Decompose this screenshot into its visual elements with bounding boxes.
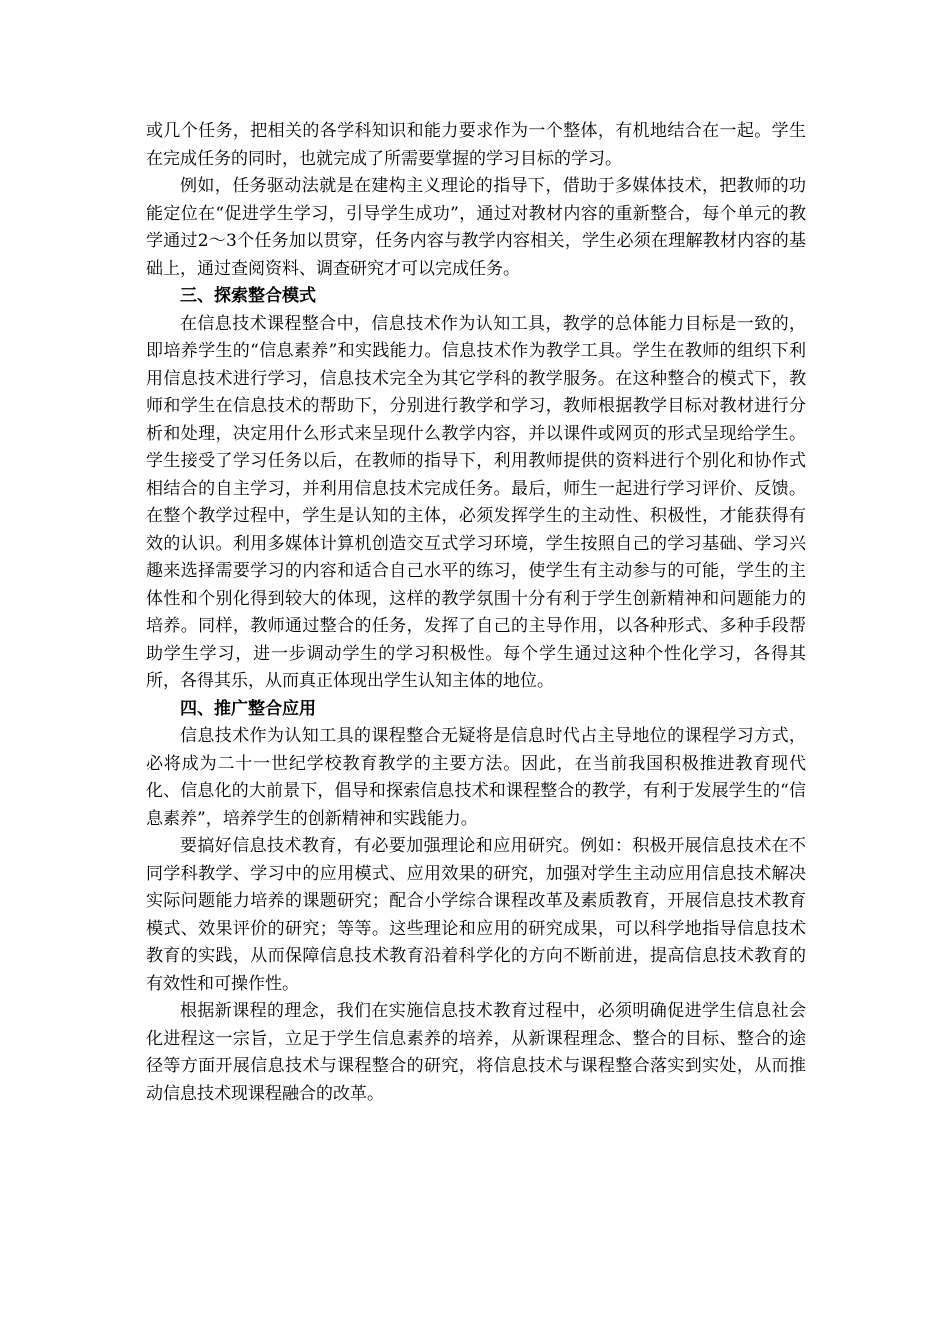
section-heading-promote-integration: 四、推广整合应用 xyxy=(180,698,316,719)
section-heading-explore-integration-mode: 三、探索整合模式 xyxy=(180,286,316,306)
paragraph-task-continuation: 或几个任务，把相关的各学科知识和能力要求作为一个整体，有机地结合在一起。学生在完成任务的同时，也就完成了所需要掌握的学习目标的学习。 xyxy=(146,121,806,169)
paragraph-new-curriculum: 根据新课程的理念，我们在实施信息技术教育过程中，必须明确促进学生信息社会化进程这一宗旨，立足于学生信息素养的培养，从新课程理念、整合的目标、整合的途径等方面开展信息技术与课程整合的研究，将信息技术与课程整合落实到实处，从而推动信息技术现课程融合的改革。 xyxy=(146,1001,806,1104)
paragraph-research: 要搞好信息技术教育，有必要加强理论和应用研究。例如：积极开展信息技术在不同学科教学、学习中的应用模式、应用效果的研究，加强对学生主动应用信息技术解决实际问题能力培养的课题研究；配合小学综合课程改革及素质教育，开展信息技术教育模式、效果评价的研究；等等。这些理论和应用的研究成果，可以科学地指导信息技术教育的实践，从而保障信息技术教育沿着科学化的方向不断前进，提高信息技术教育的有效性和可操作性。 xyxy=(146,836,806,994)
paragraph-task-driven-example: 例如，任务驱动法就是在建构主义理论的指导下，借助于多媒体技术，把教师的功能定位在“促进学生学习，引导学生成功”，通过对教材内容的重新整合，每个单元的教学通过2～3个任务加以贯穿，任务内容与教学内容相关，学生必须在理解教材内容的基础上，通过查阅资料、调查研究才可以完成任务。 xyxy=(146,176,806,279)
document-body xyxy=(146,118,806,1108)
paragraph-integration-mode: 在信息技术课程整合中，信息技术作为认知工具，教学的总体能力目标是一致的，即培养学生的“信息素养”和实践能力。信息技术作为教学工具。学生在教师的组织下利用信息技术进行学习，信息技术完全为其它学科的教学服务。在这种整合的模式下，教师和学生在信息技术的帮助下，分别进行教学和学习，教师根据教学目标对教材进行分析和处理，决定用什么形式来呈现什么教学内容，并以课件或网页的形式呈现给学生。学生接受了学习任务以后，在教师的指导下，利用教师提供的资料进行个别化和协作式相结合的自主学习，并利用信息技术完成任务。最后，师生一起进行学习评价、反馈。在整个教学过程中，学生是认知的主体，必须发挥学生的主动性、积极性，才能获得有效的认识。利用多媒体计算机创造交互式学习环境，学生按照自己的学习基础、学习兴趣来选择需要学习的内容和适合自己水平的练习，使学生有主动参与的可能，学生的主体性和个别化得到较大的体现，这样的教学氛围十分有利于学生创新精神和问题能力的培养。同样，教师通过整合的任务，发挥了自己的主导作用，以各种形式、多种手段帮助学生学习，进一步调动学生的学习积极性。每个学生通过这种个性化学习，各得其所，各得其乐，从而真正体现出学生认知主体的地位。 xyxy=(146,313,806,691)
paragraph-cognitive-tool: 信息技术作为认知工具的课程整合无疑将是信息时代占主导地位的课程学习方式，必将成为二十一世纪学校教育教学的主要方法。因此，在当前我国积极推进教育现代化、信息化的大前景下，倡导和探索信息技术和课程整合的教学，有利于发展学生的“信息素养”，培养学生的创新精神和实践能力。 xyxy=(146,726,806,829)
